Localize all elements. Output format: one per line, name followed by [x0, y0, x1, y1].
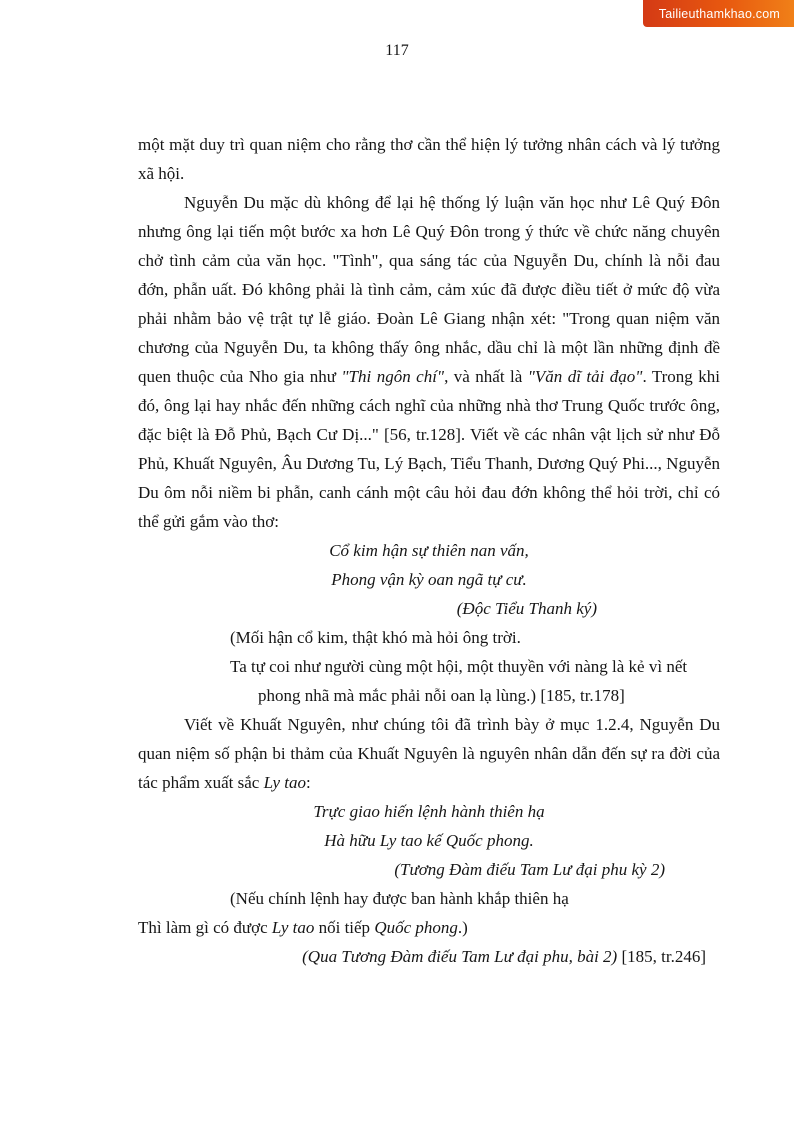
final-source [138, 942, 706, 971]
page-number: 117 [385, 42, 409, 59]
translation-1 [138, 623, 720, 710]
poem-2-line-2: Hà hữu Ly tao kế Quốc phong. [324, 831, 534, 850]
document-body [138, 130, 720, 971]
paragraph-intro: một mặt duy trì quan niệm cho rằng thơ cần thể hiện lý tưởng nhân cách và lý tưởng xã hội. [138, 135, 720, 183]
translation-2-line-2 [138, 913, 720, 942]
italic-segment: (Qua Tương Đàm điếu Tam Lư đại phu, bài 2) [302, 947, 618, 966]
italic-segment: "Văn dĩ tải đạo" [527, 367, 643, 386]
italic-segment: Ly tao [271, 918, 315, 937]
translation-1-line-2: Ta tự coi như người cùng một hội, một thuyền với nàng là kẻ vì nết [230, 657, 688, 676]
italic-segment: Quốc phong [374, 918, 458, 937]
text-segment: : [306, 773, 311, 792]
text-segment: nối tiếp [314, 918, 375, 937]
translation-2 [138, 884, 720, 942]
paragraph-nguyen-du [138, 188, 720, 536]
poem-2-source: (Tương Đàm điếu Tam Lư đại phu kỳ 2) [394, 860, 665, 879]
watermark-banner[interactable] [643, 0, 794, 27]
translation-1-line-3: phong nhã mà mắc phải nỗi oan lạ lùng.) [185, tr.178] [258, 686, 625, 705]
translation-2-line-1: (Nếu chính lệnh hay được ban hành khắp thiên hạ [230, 889, 569, 908]
poem-1-line-2: Phong vận kỳ oan ngã tự cư. [331, 570, 527, 589]
text-segment: .) [457, 918, 468, 937]
poem-1 [138, 536, 720, 594]
watermark-link[interactable]: Tailieuthamkhao.com [658, 6, 780, 21]
text-segment: Nguyễn Du mặc dù không để lại hệ thống lý luận văn học như Lê Quý Đôn nhưng ông lại tiến một bước xa hơn Lê Quý Đôn trong ý thức về chức năng chuyên chở tình cảm của văn học. "Tình", qua sáng tác của Nguyễn Du, chính là nỗi đau đớn, phẫn uất. Đó không phải là tình cảm, cảm xúc đã được điều tiết ở mức độ vừa phải nhằm bảo vệ trật tự lễ giáo. Đoàn Lê Giang nhận xét: "Trong quan niệm văn chương của Nguyễn Du, ta không thấy ông nhắc, dầu chỉ là một lần những định đề quen thuộc của Nho gia như [138, 193, 720, 386]
paragraph-khuat-nguyen [138, 710, 720, 797]
citation-segment: [185, tr.246] [617, 947, 706, 966]
text-segment: Thì làm gì có được [138, 918, 272, 937]
text-segment: . Trong khi đó, ông lại hay nhắc đến những cách nghĩ của những nhà thơ Trung Quốc trước ông, đặc biệt là Đỗ Phủ, Bạch Cư Dị..." [56, tr.128]. Viết về các nhân vật lịch sử như Đỗ Phủ, Khuất Nguyên, Âu Dương Tu, Lý Bạch, Tiểu Thanh, Dương Quý Phi..., Nguyễn Du ôm nỗi niềm bi phẫn, canh cánh một câu hỏi đau đớn không thể hỏi trời, chỉ có thể gửi gắm vào thơ: [138, 367, 721, 531]
poem-2-line-1: Trực giao hiến lệnh hành thiên hạ [313, 802, 545, 821]
text-segment: , và nhất là [444, 367, 528, 386]
poem-1-line-1: Cổ kim hận sự thiên nan vấn, [329, 541, 529, 560]
poem-1-source: (Độc Tiểu Thanh ký) [456, 599, 597, 618]
italic-segment: Ly tao [263, 773, 307, 792]
poem-2 [138, 797, 720, 855]
italic-segment: "Thi ngôn chí" [341, 367, 445, 386]
translation-1-line-1: (Mối hận cổ kim, thật khó mà hỏi ông trời. [230, 628, 521, 647]
text-segment: Viết về Khuất Nguyên, như chúng tôi đã trình bày ở mục 1.2.4, Nguyễn Du quan niệm số phận bi thảm của Khuất Nguyên là nguyên nhân dẫn đến sự ra đời của tác phẩm xuất sắc [138, 715, 720, 792]
